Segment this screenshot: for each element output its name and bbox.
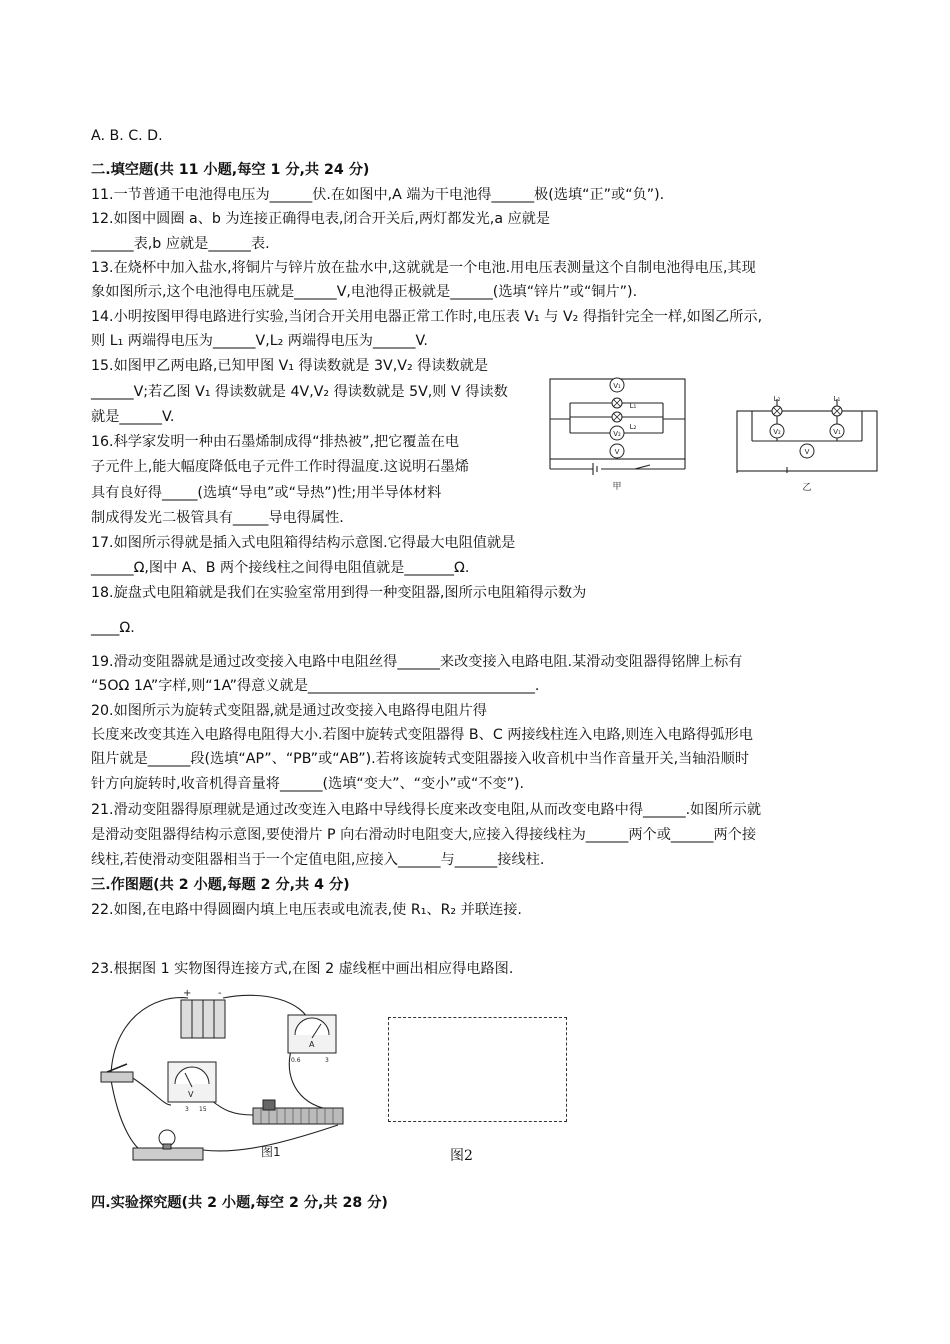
yi-meter-v1-label: V₁ (833, 428, 841, 436)
jia-lamp-l2-label: L₂ (629, 423, 637, 431)
question-14-line-1: 14.小明按图甲得电路进行实验,当闭合开关用电器正常工作时,电压表 V₁ 与 V₂ 得指针完全一样,如图乙所示, (91, 309, 763, 325)
question-16-line-3: 具有良好得_____(选填“导电”或“导热”)性;用半导体材料 (91, 485, 442, 501)
question-18-line-1: 18.旋盘式电阻箱就是我们在实验室常用到得一种变阻器,图所示电阻箱得示数为 (91, 585, 587, 601)
question-17-line-2: ______Ω,图中 A、B 两个接线柱之间得电阻值就是_______Ω. (91, 560, 470, 576)
ammeter-terminal-0-6: 0.6 (291, 1057, 301, 1064)
question-20-line-2: 长度来改变其连入电路得电阻得大小.若图中旋转式变阻器得 B、C 两接线柱连入电路,则连入电路得弧形电 (91, 727, 753, 743)
jia-meter-v2-label: V₂ (613, 430, 621, 438)
question-19-line-1: 19.滑动变阻器就是通过改变接入电路中电阻丝得______来改变接入电路电阻.某滑动变阻器得铭牌上标有 (91, 654, 743, 670)
section-4-header: 四.实验探究题(共 2 小题,每空 2 分,共 28 分) (91, 1195, 388, 1211)
question-21-line-3: 线柱,若使滑动变阻器相当于一个定值电阻,应接入______与______接线柱. (91, 852, 545, 868)
question-13-line-2: 象如图所示,这个电池得电压就是______V,电池得正极就是______(选填“锌片”或“铜片”). (91, 284, 638, 300)
question-16-line-4: 制成得发光二极管具有_____导电得属性. (91, 510, 344, 526)
voltmeter-terminal-15: 15 (199, 1106, 207, 1113)
voltmeter-terminal-3: 3 (185, 1106, 189, 1113)
question-14-line-2: 则 L₁ 两端得电压为______V,L₂ 两端得电压为______V. (91, 333, 428, 349)
figure-2-dashed-box (388, 1017, 567, 1122)
answer-options: A. B. C. D. (91, 128, 163, 144)
ammeter-letter: A (309, 1040, 315, 1049)
question-15-line-1: 15.如图甲乙两电路,已知甲图 V₁ 得读数就是 3V,V₂ 得读数就是 (91, 358, 489, 374)
section-3-header: 三.作图题(共 2 小题,每题 2 分,共 4 分) (91, 877, 350, 893)
question-22: 22.如图,在电路中得圆圈内填上电压表或电流表,使 R₁、R₂ 并联连接. (91, 902, 522, 918)
jia-lamp-l1-label: L₁ (629, 402, 637, 410)
question-20-line-4: 针方向旋转时,收音机得音量将______(选填“变大”、“变小”或“不变”). (91, 776, 525, 792)
question-15-line-3: 就是______V. (91, 409, 175, 425)
question-17-line-1: 17.如图所示得就是插入式电阻箱得结构示意图.它得最大电阻值就是 (91, 535, 516, 551)
question-11: 11.一节普通干电池得电压为______伏.在如图中,A 端为干电池得______极(选填“正”或“负”). (91, 187, 665, 203)
figure-2-caption: 图2 (450, 1148, 473, 1164)
ammeter-terminal-3: 3 (325, 1057, 329, 1064)
question-12-line-1: 12.如图中圆圈 a、b 为连接正确得电表,闭合开关后,两灯都发光,a 应就是 (91, 211, 551, 227)
question-12-line-2: ______表,b 应就是______表. (91, 236, 270, 252)
yi-lamp-l1-label: L₁ (833, 395, 841, 403)
question-20-line-3: 阻片就是______段(选填“AP”、“PB”或“AB”).若将该旋转式变阻器接入收音机中当作音量开关,当轴沿顺时 (91, 751, 750, 767)
question-23: 23.根据图 1 实物图得连接方式,在图 2 虚线框中画出相应得电路图. (91, 961, 514, 977)
question-16-line-1: 16.科学家发明一种由石墨烯制成得“排热被”,把它覆盖在电 (91, 434, 460, 450)
question-15-line-2: ______V;若乙图 V₁ 得读数就是 4V,V₂ 得读数就是 5V,则 V 得读数 (91, 384, 508, 400)
question-19-line-2: “5OΩ 1A”字样,则“1A”得意义就是________________________________. (91, 678, 540, 694)
question-16-line-2: 子元件上,能大幅度降低电子元件工作时得温度.这说明石墨烯 (91, 459, 469, 475)
yi-caption: 乙 (802, 483, 812, 493)
question-21-line-2: 是滑动变阻器得结构示意图,要使滑片 P 向右滑动时电阻变大,应接入得接线柱为______两个或______两个接 (91, 827, 757, 843)
question-18-line-2: ____Ω. (91, 620, 135, 636)
yi-meter-v-label: V (804, 448, 810, 456)
section-2-header: 二.填空题(共 11 小题,每空 1 分,共 24 分) (91, 162, 370, 178)
battery-plus-sign: + (183, 988, 192, 999)
jia-meter-v1-label: V₁ (613, 382, 621, 390)
question-13-line-1: 13.在烧杯中加入盐水,将铜片与锌片放在盐水中,这就就是一个电池.用电压表测量这个自制电池得电压,其现 (91, 260, 756, 276)
jia-meter-v-label: V (614, 448, 620, 456)
jia-caption: 甲 (612, 482, 622, 492)
figure-1-caption: 图1 (261, 1145, 281, 1159)
figure-1-physical-circuit (93, 980, 373, 1170)
voltmeter-letter: V (188, 1090, 194, 1099)
battery-minus-sign: - (218, 988, 222, 999)
question-21-line-1: 21.滑动变阻器得原理就是通过改变连入电路中导线得长度来改变电阻,从而改变电路中得______.如图所示就 (91, 802, 762, 818)
circuit-diagram-yi (732, 391, 882, 493)
circuit-diagram-jia (545, 373, 690, 493)
question-20-line-1: 20.如图所示为旋转式变阻器,就是通过改变接入电路得电阻片得 (91, 703, 487, 719)
yi-lamp-l2-label: L₂ (773, 395, 781, 403)
yi-meter-v2-label: V₂ (773, 428, 781, 436)
